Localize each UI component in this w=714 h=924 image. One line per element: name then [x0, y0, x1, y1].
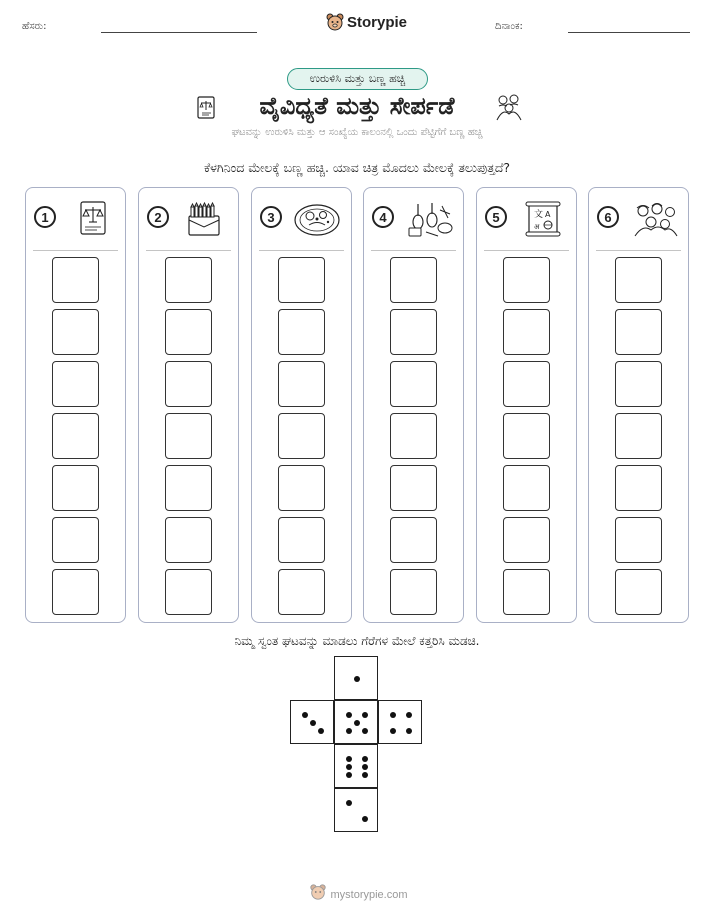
- color-box[interactable]: [390, 257, 437, 303]
- color-box[interactable]: [390, 361, 437, 407]
- dice-face: [290, 700, 334, 744]
- name-label: ಹೆಸರು:: [22, 21, 47, 32]
- dice-face: [334, 744, 378, 788]
- color-box[interactable]: [390, 569, 437, 615]
- color-box[interactable]: [390, 309, 437, 355]
- dice-net: [290, 656, 424, 836]
- instruction-text: ಕೆಳಗಿನಿಂದ ಮೇಲಕ್ಕೆ ಬಣ್ಣ ಹಚ್ಚಿ. ಯಾವ ಚಿತ್ರ ಮೊದಲು ಮೇಲಕ್ಕೆ ತಲುಪುತ್ತದೆ?: [203, 160, 511, 175]
- cut-instruction: ನಿಮ್ಮ ಸ್ವಂತ ಘಟವನ್ನು ಮಾಡಲು ಗೆರೆಗಳ ಮೇಲೆ ಕತ್ತರಿಸಿ ಮಡಚಿ.: [234, 634, 480, 648]
- page-subtitle: ಘಟವನ್ನು ಉರುಳಿಸಿ ಮತ್ತು ಆ ಸಂಖ್ಯೆಯ ಕಾಲಂನಲ್ಲಿ ಒಂದು ಪೆಟ್ಟಿಗೆಗೆ ಬಣ್ಣ ಹಚ್ಚಿ: [231, 127, 483, 138]
- color-box[interactable]: [278, 257, 325, 303]
- dice-pip: [354, 676, 360, 682]
- svg-text:अ: अ: [534, 223, 540, 231]
- column-number: 1: [34, 206, 56, 228]
- page-title: ವೈವಿಧ್ಯತೆ ಮತ್ತು ಸೇರ್ಪಡೆ: [259, 92, 455, 120]
- dice-face: [334, 656, 378, 700]
- dice-pip: [362, 772, 368, 778]
- diverse-people-icon: [494, 92, 524, 122]
- color-box[interactable]: [390, 517, 437, 563]
- column-divider: [259, 250, 344, 251]
- languages-scroll-icon: [515, 200, 569, 238]
- column-3: [251, 187, 352, 623]
- color-box[interactable]: [503, 465, 550, 511]
- dice-pip: [390, 728, 396, 734]
- color-box[interactable]: [278, 413, 325, 459]
- diverse-people-icon: [627, 200, 681, 238]
- color-box[interactable]: [390, 413, 437, 459]
- color-box[interactable]: [615, 413, 662, 459]
- color-box[interactable]: [165, 309, 212, 355]
- color-box[interactable]: [165, 517, 212, 563]
- color-box[interactable]: [165, 465, 212, 511]
- activity-badge: ಉರುಳಿಸಿ ಮತ್ತು ಬಣ್ಣ ಹಚ್ಚಿ: [287, 68, 428, 90]
- dice-pip: [346, 728, 352, 734]
- dice-pip: [406, 728, 412, 734]
- color-box[interactable]: [52, 361, 99, 407]
- color-box[interactable]: [503, 569, 550, 615]
- color-box[interactable]: [503, 517, 550, 563]
- dice-pip: [346, 764, 352, 770]
- column-divider: [146, 250, 231, 251]
- column-number: 4: [372, 206, 394, 228]
- musical-instruments-icon: [402, 200, 456, 238]
- dice-pip: [346, 756, 352, 762]
- color-box[interactable]: [52, 465, 99, 511]
- brand-name: Storypie: [347, 14, 408, 31]
- column-divider: [484, 250, 569, 251]
- column-2: [138, 187, 239, 623]
- color-box[interactable]: [52, 257, 99, 303]
- dice-pip: [362, 764, 368, 770]
- color-box[interactable]: [278, 309, 325, 355]
- column-divider: [371, 250, 456, 251]
- dice-pip: [302, 712, 308, 718]
- color-box[interactable]: [278, 361, 325, 407]
- column-4: [363, 187, 464, 623]
- svg-text:文: 文: [534, 210, 544, 220]
- dice-pip: [406, 712, 412, 718]
- column-number: 6: [597, 206, 619, 228]
- column-5: [476, 187, 577, 623]
- column-1: [25, 187, 126, 623]
- date-label: ದಿನಾಂಕ:: [495, 21, 523, 32]
- color-box[interactable]: [165, 361, 212, 407]
- dice-pip: [390, 712, 396, 718]
- dice-pip: [362, 712, 368, 718]
- column-divider: [33, 250, 118, 251]
- color-box[interactable]: [503, 361, 550, 407]
- dice-pip: [346, 800, 352, 806]
- column-6: [588, 187, 689, 623]
- color-box[interactable]: [278, 517, 325, 563]
- footer-url: mystorypie.com: [330, 889, 408, 901]
- dice-face: [378, 700, 422, 744]
- color-box[interactable]: [615, 465, 662, 511]
- color-box[interactable]: [390, 465, 437, 511]
- column-number: 5: [485, 206, 507, 228]
- color-box[interactable]: [278, 569, 325, 615]
- color-box[interactable]: [615, 517, 662, 563]
- color-box[interactable]: [615, 569, 662, 615]
- color-box[interactable]: [52, 569, 99, 615]
- color-box[interactable]: [52, 309, 99, 355]
- dice-pip: [362, 756, 368, 762]
- color-box[interactable]: [165, 413, 212, 459]
- dice-pip: [362, 728, 368, 734]
- crayons-box-icon: [177, 200, 231, 238]
- color-box[interactable]: [615, 309, 662, 355]
- dice-pip: [310, 720, 316, 726]
- column-number: 3: [260, 206, 282, 228]
- color-box[interactable]: [503, 257, 550, 303]
- color-box[interactable]: [615, 361, 662, 407]
- dice-pip: [354, 720, 360, 726]
- justice-scale-icon: [64, 200, 118, 238]
- date-line[interactable]: [568, 32, 690, 33]
- dice-face: [334, 700, 378, 744]
- dice-pip: [318, 728, 324, 734]
- storypie-logo-icon: [325, 12, 345, 32]
- food-plate-icon: [290, 200, 344, 238]
- name-line[interactable]: [101, 32, 257, 33]
- dice-pip: [362, 816, 368, 822]
- color-box[interactable]: [503, 309, 550, 355]
- svg-text:A: A: [545, 210, 551, 219]
- color-box[interactable]: [52, 517, 99, 563]
- color-box[interactable]: [615, 257, 662, 303]
- color-box[interactable]: [52, 413, 99, 459]
- color-box[interactable]: [165, 257, 212, 303]
- color-box[interactable]: [165, 569, 212, 615]
- dice-pip: [346, 712, 352, 718]
- column-number: 2: [147, 206, 169, 228]
- column-divider: [596, 250, 681, 251]
- dice-pip: [346, 772, 352, 778]
- color-box[interactable]: [503, 413, 550, 459]
- dice-face: [334, 788, 378, 832]
- color-box[interactable]: [278, 465, 325, 511]
